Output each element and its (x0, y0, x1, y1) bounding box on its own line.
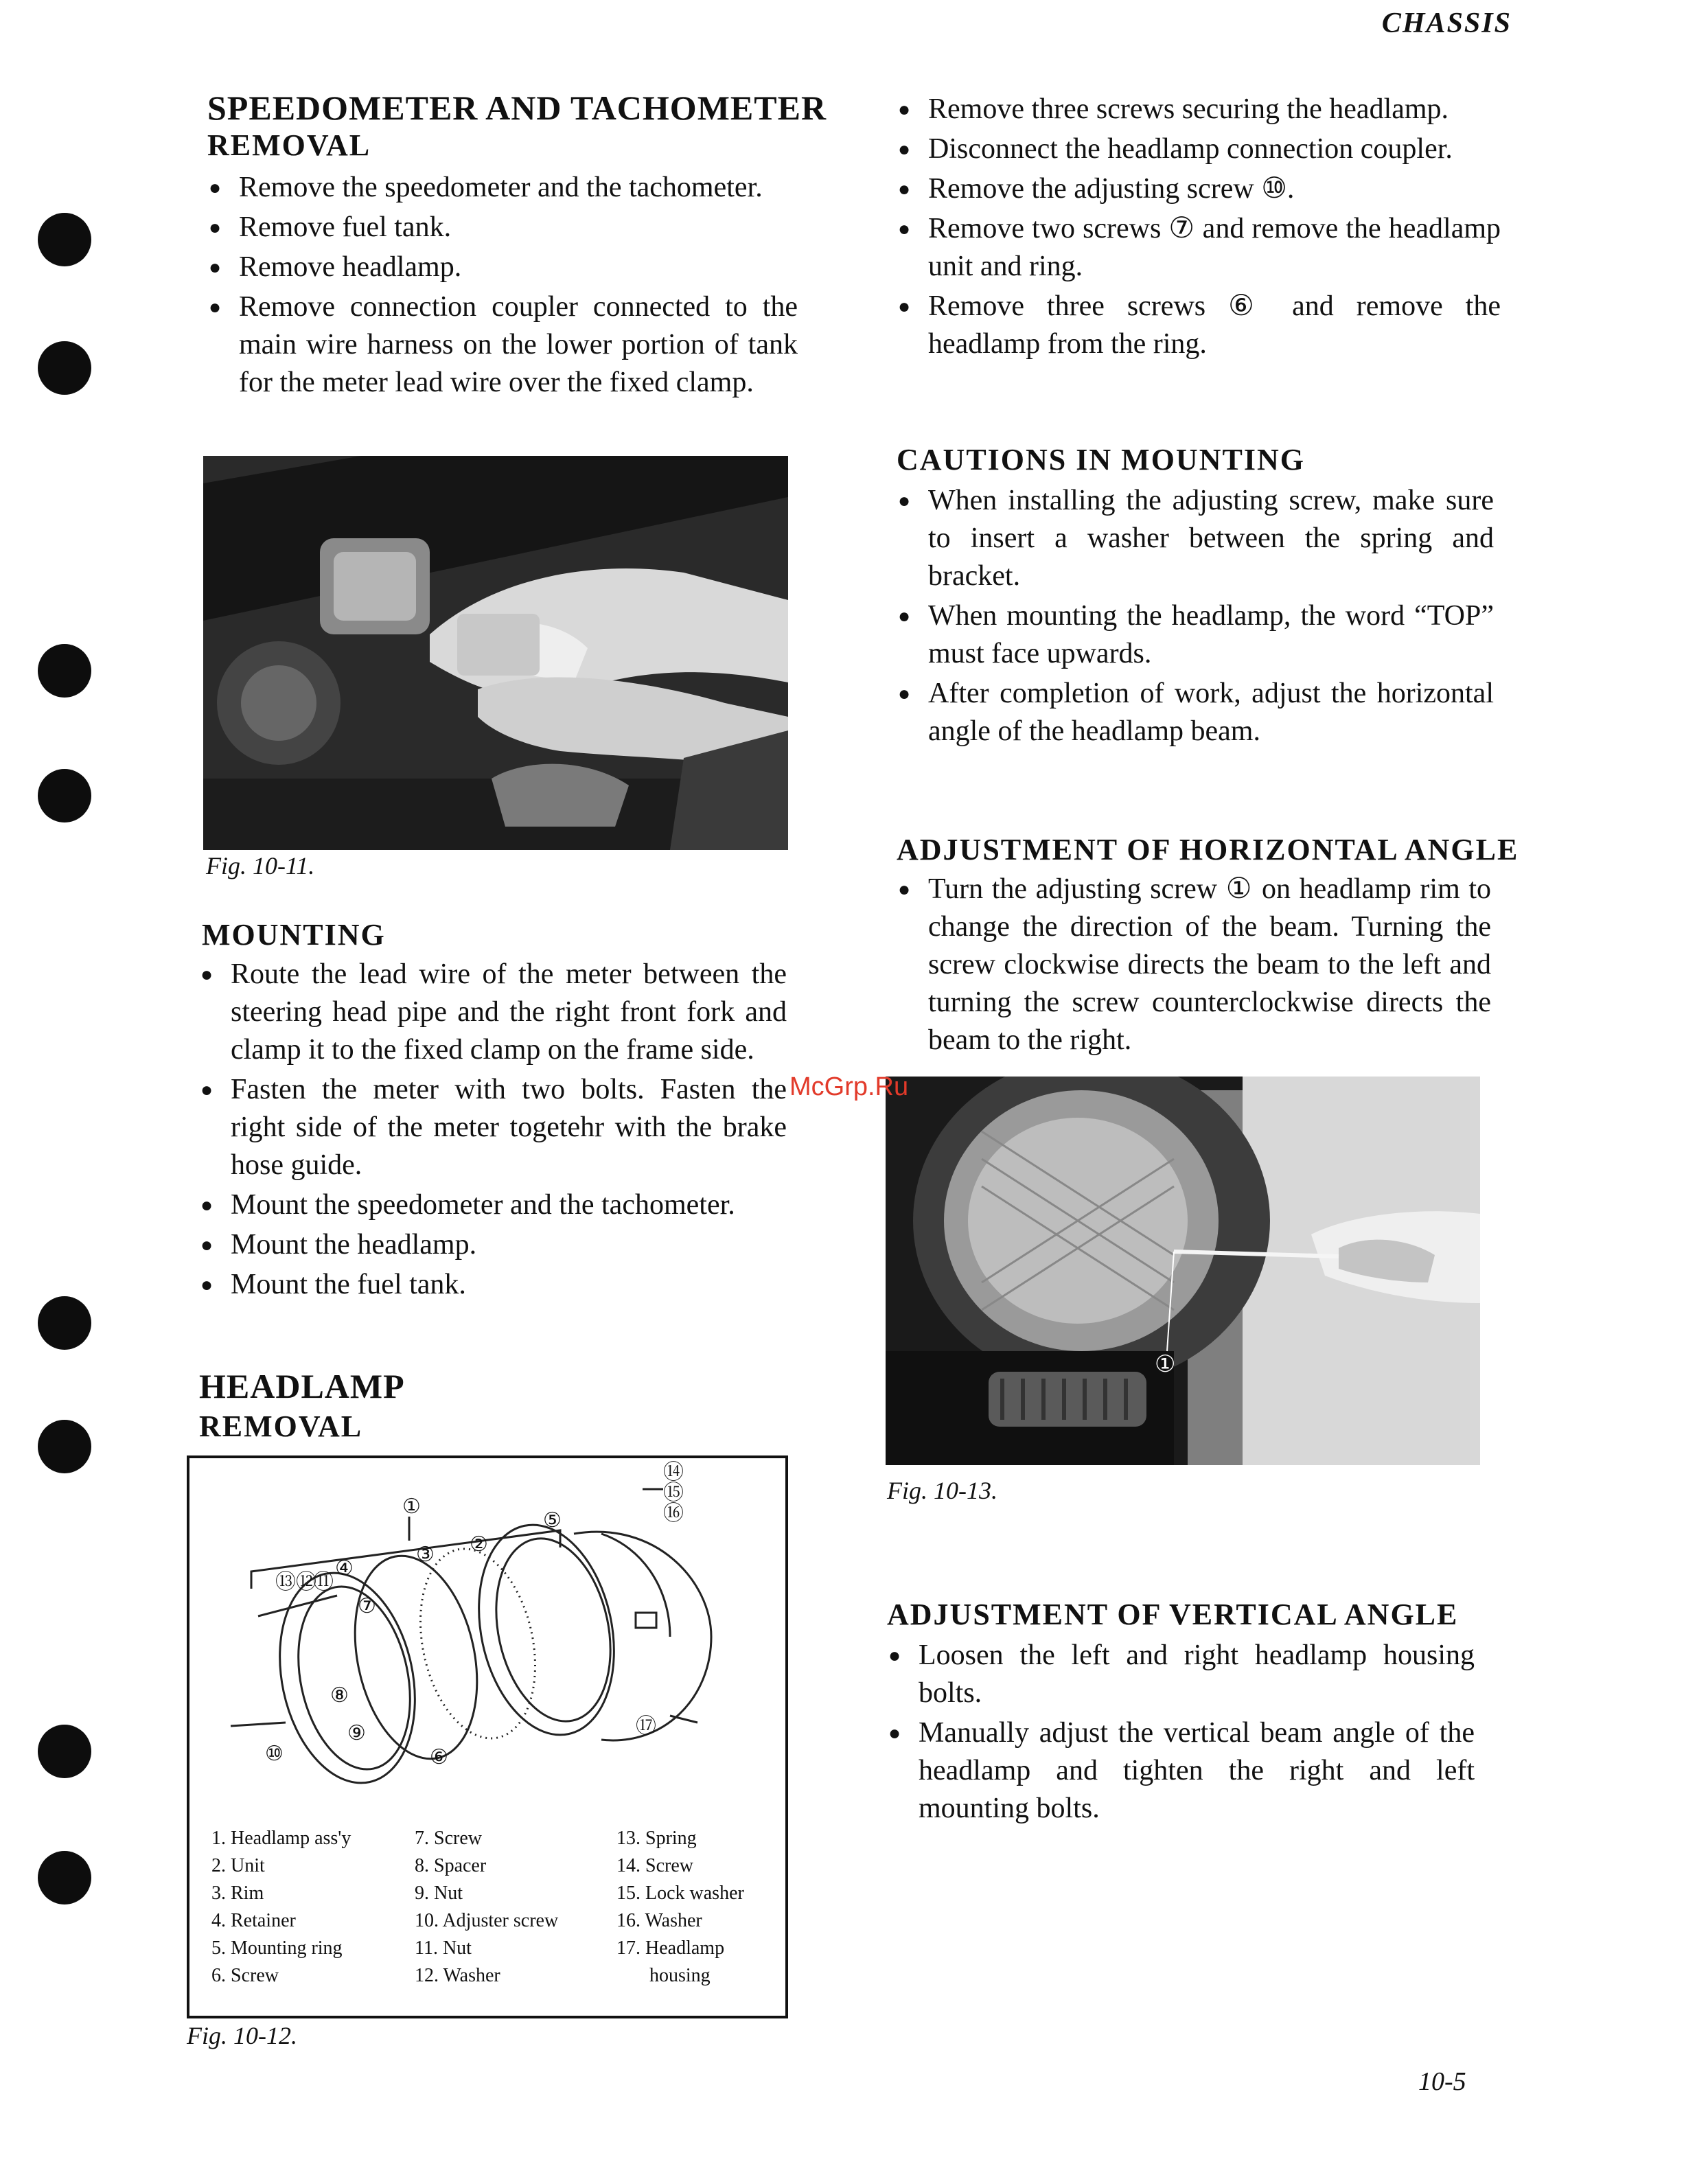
diagram-label: ② (470, 1532, 488, 1556)
legend-item: 7. Screw (415, 1828, 482, 1849)
legend-item: 2. Unit (211, 1855, 265, 1876)
list-item: ● After completion of work, adjust the horizontal angle of the headlamp beam. (897, 675, 1494, 750)
list-item: ● Fasten the meter with two bolts. Fasten the right side of the meter togetehr with the brake hose guide. (199, 1071, 787, 1184)
binder-hole (38, 769, 91, 822)
legend-item: 8. Spacer (415, 1855, 487, 1876)
vertical-angle-list (887, 1637, 1475, 1830)
list-item: ● Remove the speedometer and the tachometer. (207, 169, 798, 207)
legend-item: 17. Headlamp (616, 1937, 725, 1959)
list-item: ● Remove headlamp. (207, 249, 798, 286)
watermark: McGrp.Ru (789, 1072, 909, 1101)
list-item: ● Remove the adjusting screw ⑩. (897, 170, 1501, 208)
diagram-label: ⑥ (430, 1745, 448, 1769)
mounting-list (199, 956, 787, 1306)
diagram-label: ④ (335, 1556, 354, 1580)
binder-hole (38, 341, 91, 395)
legend-item: 4. Retainer (211, 1910, 296, 1931)
list-item: ● Mount the headlamp. (199, 1226, 787, 1264)
diagram-label: ⑰ (636, 1714, 656, 1738)
diagram-label: ① (402, 1495, 421, 1519)
fig-10-13-photo (886, 1077, 1480, 1465)
legend-item: 9. Nut (415, 1883, 463, 1904)
list-item: ● Route the lead wire of the meter between the steering head pipe and the right front fork and clamp it to the fixed clamp on the frame side. (199, 956, 787, 1069)
fig-10-11-photo (203, 456, 788, 850)
legend-item: 3. Rim (211, 1883, 264, 1904)
legend-item: 5. Mounting ring (211, 1937, 343, 1959)
headlamp-exploded-drawing (189, 1458, 785, 1829)
legend-item: 16. Washer (616, 1910, 702, 1931)
diagram-label: ⑬ (275, 1570, 296, 1594)
speedometer-removal-list (207, 169, 798, 404)
cautions-title: CAUTIONS IN MOUNTING (897, 443, 1305, 476)
list-item: ● Remove three screws securing the headlamp. (897, 91, 1501, 128)
cautions-list (897, 482, 1494, 752)
horizontal-angle-list (897, 871, 1491, 1061)
diagram-label: ③ (416, 1543, 435, 1567)
callout-label: ① (1155, 1350, 1176, 1378)
list-item: ● Disconnect the headlamp connection coupler. (897, 130, 1501, 168)
diagram-label: ⑮ (663, 1481, 684, 1505)
legend-item: 10. Adjuster screw (415, 1910, 559, 1931)
speedometer-removal-title: REMOVAL (207, 128, 371, 162)
horizontal-angle-title: ADJUSTMENT OF HORIZONTAL ANGLE (897, 833, 1519, 866)
speedometer-section-title: SPEEDOMETER AND TACHOMETER (207, 89, 827, 127)
fig-10-13-caption: Fig. 10-13. (887, 1477, 997, 1504)
list-item: ● Mount the speedometer and the tachometer. (199, 1186, 787, 1224)
list-item: ● Loosen the left and right headlamp housing bolts. (887, 1637, 1475, 1712)
list-item: ● When installing the adjusting screw, make sure to insert a washer between the spring and bracket. (897, 482, 1494, 595)
section-header: CHASSIS (1381, 8, 1512, 39)
diagram-label: ⑧ (330, 1683, 349, 1707)
list-item: ● Remove fuel tank. (207, 209, 798, 246)
legend-item: housing (649, 1965, 711, 1986)
list-item: ● Remove connection coupler connected to the main wire harness on the lower portion of tank for the meter lead wire over the fixed clamp. (207, 288, 798, 402)
list-item: ● Manually adjust the vertical beam angle of the headlamp and tighten the right and left mounting bolts. (887, 1714, 1475, 1828)
diagram-legend (211, 1825, 774, 1996)
page-number: 10-5 (1418, 2067, 1466, 2096)
binder-hole (38, 213, 91, 266)
list-item: ● Turn the adjusting screw ① on headlamp rim to change the direction of the beam. Turning the screw clockwise directs the beam to the left and turning the screw counterclockwise directs the beam to the right. (897, 871, 1491, 1059)
diagram-label: ⑭ (663, 1460, 684, 1484)
legend-item: 1. Headlamp ass'y (211, 1828, 351, 1849)
list-item: ● Remove two screws ⑦ and remove the headlamp unit and ring. (897, 210, 1501, 286)
legend-item: 11. Nut (415, 1937, 472, 1959)
legend-item: 13. Spring (616, 1828, 697, 1849)
list-item: ● When mounting the headlamp, the word “TOP” must face upwards. (897, 597, 1494, 673)
fig-10-12-diagram (187, 1455, 788, 2018)
legend-item: 15. Lock washer (616, 1883, 744, 1904)
binder-hole (38, 1296, 91, 1350)
fig-10-11-caption: Fig. 10-11. (206, 852, 315, 879)
headlamp-removal-steps (897, 91, 1501, 365)
vertical-angle-title: ADJUSTMENT OF VERTICAL ANGLE (887, 1598, 1459, 1631)
headlamp-removal-title: REMOVAL (199, 1409, 363, 1443)
diagram-label: ⑩ (265, 1742, 284, 1766)
mounting-title: MOUNTING (202, 918, 386, 952)
legend-item: 14. Screw (616, 1855, 693, 1876)
diagram-label: ⑨ (347, 1721, 366, 1745)
headlamp-section-title: HEADLAMP (199, 1367, 405, 1405)
fig-10-12-caption: Fig. 10-12. (187, 2022, 297, 2049)
list-item: ● Remove three screws ⑥ and remove the headlamp from the ring. (897, 288, 1501, 363)
diagram-label: ⑦ (358, 1594, 376, 1618)
binder-hole (38, 644, 91, 698)
legend-item: 12. Washer (415, 1965, 500, 1986)
diagram-label: ⑯ (663, 1501, 684, 1526)
binder-hole (38, 1851, 91, 1904)
binder-hole (38, 1725, 91, 1778)
legend-item: 6. Screw (211, 1965, 279, 1986)
list-item: ● Mount the fuel tank. (199, 1266, 787, 1304)
diagram-label: ⑤ (543, 1508, 562, 1532)
binder-hole (38, 1420, 91, 1473)
diagram-label: ⑫ (296, 1570, 316, 1594)
diagram-label: ⑪ (313, 1570, 334, 1594)
